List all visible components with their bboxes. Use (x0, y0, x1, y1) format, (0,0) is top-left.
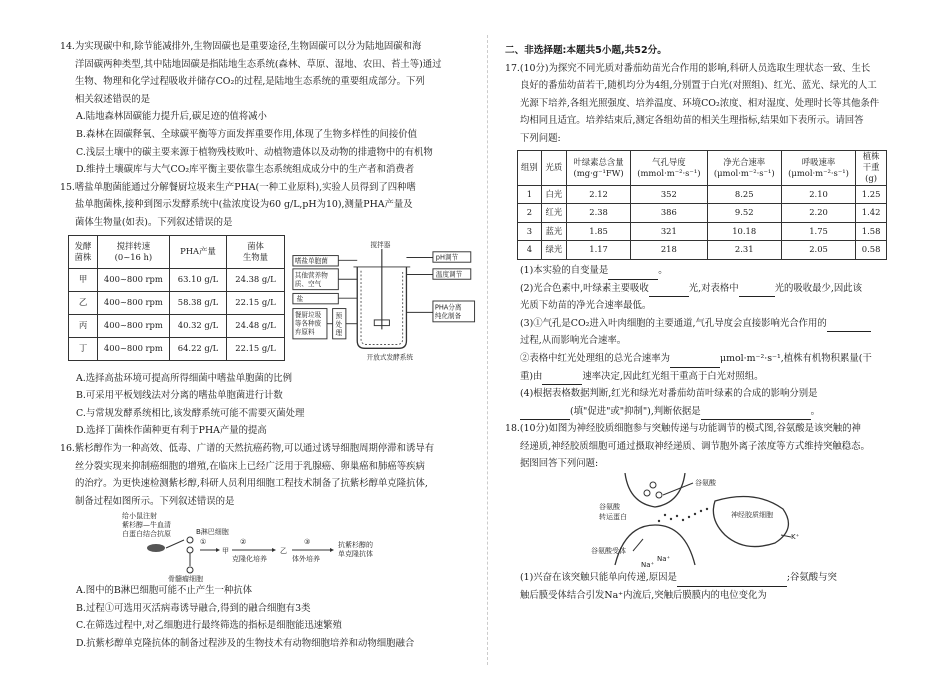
clone-label: 克隆化培养 (232, 555, 267, 564)
table-cell: 22.15 g/L (227, 337, 285, 360)
step-3-label: ③ (304, 538, 311, 547)
salt-label: 盐 (296, 294, 304, 303)
table-row (518, 222, 887, 241)
answer-blank[interactable] (542, 372, 582, 385)
q18-sub-1 (505, 569, 910, 587)
q15-line-3: 菌体生物量(如表)。下列叙述错误的是 (75, 216, 233, 228)
answer-blank[interactable] (608, 267, 658, 280)
bcell-label: B淋巴细胞 (196, 528, 229, 537)
q17-sub-2-cont: 光质下幼苗的净光合速率最低。 (520, 300, 652, 312)
q16-option-a: A.图中的B淋巴细胞可能不止产生一种抗体 (76, 585, 253, 597)
q17-header-resp-rate: 呼吸速率 (μmol·m⁻²·s⁻¹) (781, 150, 855, 185)
table-cell: 40.32 g/L (169, 314, 227, 337)
q17-header-light: 光质 (541, 150, 566, 185)
answer-blank[interactable] (701, 407, 811, 420)
table-cell: 63.10 g/L (169, 268, 227, 291)
q17-sub-3-2 (505, 350, 910, 368)
question-18 (505, 420, 910, 604)
pha-label-1: PHA分离 (434, 303, 462, 312)
q16-line-1: 16.紫杉醇作为一种高效、低毒、广谱的天然抗癌药物,可以通过诱导细胞周期停滞和诱导有 (60, 442, 435, 454)
q17-line-1: 17.(10分)为探究不同光质对番茄幼苗光合作用的影响,科研人员选取生理状态一致、生长 (505, 62, 871, 74)
q17-sub-3-text-c: ②表格中红光处理组的总光合速率为 (520, 352, 671, 364)
q15-option-b: B.可采用平板划线法对分离的嗜盐单胞菌进行计数 (76, 390, 283, 402)
table-cell: 蓝光 (541, 222, 566, 241)
table-cell: 红光 (541, 204, 566, 223)
stirrer-label: 搅拌器 (370, 240, 391, 249)
table-row (69, 268, 285, 291)
invitro-label: 体外培养 (292, 555, 320, 564)
table-cell: 2.12 (567, 185, 631, 204)
glia-label: 神经胶质细胞 (731, 511, 773, 520)
pretreat-label-1: 预 (335, 311, 342, 320)
q17-sub-4: (4)根据表格数据判断,红光和绿光对番茄幼苗叶绿素的合成的影响分别是 (520, 388, 818, 400)
nutrient-label-2: 质、空气 (294, 279, 321, 288)
q14-option-d: D.维持土壤碳库与大气CO₂库平衡主要依靠生态系统组成成分中的生产者和消费者 (76, 164, 415, 176)
q17-sub-1-text: (1)本实验的自变量是 (520, 264, 609, 276)
q16-line-3: 的治疗。为更快速检测紫杉醇,科研人员利用细胞工程技术制备了抗紫杉醇单克隆抗体, (75, 478, 428, 490)
inject-label-2: 紫杉醇—牛血清 (122, 521, 171, 530)
q17-header-stomatal: 气孔导度 (mmol·m⁻²·s⁻¹) (631, 150, 707, 185)
table-cell: 58.38 g/L (169, 291, 227, 314)
q17-table-header (518, 150, 887, 185)
section-2-heading: 二、非选择题:本题共5小题,共52分。 (505, 45, 667, 56)
nutrient-label-1: 其他营养物 (294, 270, 328, 279)
q17-line-2: 良好的番茄幼苗若干,随机均分为4组,分别置于白光(对照组)、红光、蓝光、绿光的人工 (520, 80, 877, 92)
q17-header-net-rate: 净光合速率 (μmol·m⁻²·s⁻¹) (707, 150, 781, 185)
right-column (505, 38, 910, 604)
table-cell: 64.22 g/L (169, 337, 227, 360)
table-cell: 1.58 (856, 222, 887, 241)
question-15 (60, 179, 480, 440)
q15-table (68, 235, 285, 361)
q17-line-4: 均相同且适宜。培养结束后,测定各组幼苗的相关生理指标,结果如下表所示。请回答 (520, 115, 864, 127)
system-caption: 开放式发酵系统 (366, 353, 413, 362)
q17-header-dry-weight: 植株 干重(g) (856, 150, 887, 185)
q14-line-2: 洋固碳两种类型,其中陆地固碳是指陆地生态系统(森林、草原、湿地、农田、苔土等)通过 (75, 58, 442, 70)
q17-sub-3-text-f: 速率决定,因此红光组干重高于白光对照组。 (582, 370, 764, 382)
table-cell: 乙 (69, 291, 98, 314)
q15-figure-row (68, 235, 480, 367)
question-16 (60, 440, 480, 653)
table-cell: 1.85 (567, 222, 631, 241)
temp-label: 温度调节 (435, 269, 462, 278)
table-cell: 8.25 (707, 185, 781, 204)
q18-line-1: 18.(10分)如图为神经胶质细胞参与突触传递与功能调节的模式图,谷氨酸是该突触的神 (505, 423, 861, 435)
q17-table (517, 150, 887, 260)
q14-line-4: 相关叙述错误的是 (75, 93, 151, 105)
step-2-label: ② (240, 538, 247, 547)
q16-option-b: B.过程①可选用灭活病毒诱导融合,得到的融合细胞有3类 (76, 602, 311, 614)
table-cell: 24.38 g/L (227, 268, 285, 291)
table-cell: 0.58 (856, 241, 887, 260)
sodium-label-1: Na⁺ (641, 561, 655, 570)
waste-label-2: 等各种废 (294, 319, 321, 328)
table-cell: 9.52 (707, 204, 781, 223)
question-17 (505, 60, 910, 421)
table-row (69, 291, 285, 314)
q18-sub-1-text-a: (1)兴奋在该突触只能单向传递,原因是 (520, 572, 677, 584)
q17-sub-2-text-a: (2)光合色素中,叶绿素主要吸收 (520, 282, 649, 294)
table-cell: 3 (518, 222, 542, 241)
table-row (518, 185, 887, 204)
table-row (69, 337, 285, 360)
q17-sub-3-text-d: μmol·m⁻²·s⁻¹,植株有机物积累量(干 (720, 352, 872, 364)
table-cell: 400~800 rpm (98, 337, 170, 360)
table-cell: 352 (631, 185, 707, 204)
sodium-label-2: Na⁺ (657, 555, 671, 564)
question-14 (60, 38, 480, 179)
q15-header-pha: PHA产量 (169, 235, 227, 268)
q16-line-2: 丝分裂实现来抑制癌细胞的增殖,在临床上已经广泛用于乳腺癌、卵巢癌和肺癌等疾病 (75, 460, 425, 472)
q17-sub-3-3 (505, 368, 910, 386)
q17-line-3: 光源下培养,各组光照强度、培养温度、环境CO₂浓度、相对湿度、处理时长等其他条件 (520, 97, 880, 109)
q16-line-4: 制备过程如图所示。下列叙述错误的是 (75, 495, 235, 507)
inject-label-3: 白蛋白结合抗原 (122, 530, 171, 539)
q15-line-2: 盐单胞菌株,接种到图示发酵系统中(盐浓度设为60 g/L,pH为10),测量PHA产量及 (75, 199, 413, 211)
table-cell: 2.31 (707, 241, 781, 260)
table-cell: 386 (631, 204, 707, 223)
q17-line-5: 下列问题: (520, 132, 561, 144)
table-cell: 丙 (69, 314, 98, 337)
waste-label-3: 弃原料 (294, 327, 315, 336)
q18-sub-1-text-b: ;谷氨酸与突 (786, 572, 837, 584)
table-row (518, 241, 887, 260)
q17-sub-4-cont: (填"促进"或"抑制"),判断依据是 。 (505, 403, 910, 421)
table-cell: 2 (518, 204, 542, 223)
answer-blank[interactable] (739, 284, 775, 297)
q18-line-3: 据图回答下列问题: (520, 458, 599, 470)
q17-sub-2 (505, 280, 910, 298)
q17-sub-3 (505, 315, 910, 333)
column-divider (487, 35, 488, 665)
table-cell: 2.38 (567, 204, 631, 223)
table-row (69, 314, 285, 337)
table-cell: 1 (518, 185, 542, 204)
q18-sub-1-cont: 触后膜受体结合引发Na⁺内流后,突触后膜膜内的电位变化为 (520, 589, 767, 601)
pha-label-2: 纯化制备 (434, 311, 462, 320)
q16-option-c: C.在筛选过程中,对乙细胞进行最终筛选的指标是细胞能迅速繁殖 (76, 620, 342, 632)
q17-sub-2-text-c: 光的吸收最少,因此该 (774, 282, 862, 294)
inject-label-1: 给小鼠注射 (122, 512, 157, 521)
glutamate-label-top: 谷氨酸 (695, 479, 716, 488)
q17-sub-4-text-b: (填"促进"或"抑制"),判断依据是 (570, 405, 701, 417)
myeloma-label: 骨髓瘤细胞 (168, 575, 203, 583)
table-cell: 1.25 (856, 185, 887, 204)
table-cell: 丁 (69, 337, 98, 360)
q17-sub-3-text-a: (3)①气孔是CO₂进入叶肉细胞的主要通道,气孔导度会直接影响光合作用的 (520, 317, 827, 329)
answer-blank[interactable] (827, 319, 871, 332)
q14-line-1: 14.为实现碳中和,除节能减排外,生物固碳也是重要途径,生物固碳可以分为陆地固碳和海 (60, 41, 422, 52)
q14-option-a: A.陆地森林固碳能力提升后,碳足迹的值将减小 (76, 111, 267, 123)
ph-label: pH调节 (435, 252, 458, 261)
q17-sub-1: (1)本实验的自变量是 。 (505, 262, 910, 280)
q15-line-1: 15.嗜盐单胞菌能通过分解餐厨垃圾来生产PHA(一种工业原料),实验人员得到了四种嗜 (60, 181, 416, 193)
table-cell: 400~800 rpm (98, 291, 170, 314)
q17-header-group: 组别 (518, 150, 542, 185)
table-cell: 甲 (69, 268, 98, 291)
q15-header-strain: 发酵 菌株 (69, 235, 98, 268)
table-row (518, 204, 887, 223)
table-cell: 白光 (541, 185, 566, 204)
answer-blank[interactable] (649, 284, 689, 297)
table-cell: 400~800 rpm (98, 268, 170, 291)
pretreat-label-3: 理 (335, 328, 342, 337)
left-column (60, 38, 480, 653)
table-cell: 22.15 g/L (227, 291, 285, 314)
glutamate-label-left: 谷氨酸 (599, 503, 620, 512)
step-1-label: ① (200, 538, 207, 547)
table-cell: 10.18 (707, 222, 781, 241)
potassium-label: K⁺ (791, 533, 800, 542)
table-cell: 218 (631, 241, 707, 260)
q17-sub-2-text-b: 光,对表格中 (688, 282, 739, 294)
q14-line-3: 生物、物理和化学过程吸收并储存CO₂的过程,是陆地生态系统的重要组成部分。下列 (75, 76, 425, 88)
answer-blank[interactable] (520, 407, 570, 420)
q18-line-2: 经递质,神经胶质细胞可通过摄取神经递质、调节胞外离子浓度等方式维持突触稳态。 (520, 440, 870, 452)
pretreat-label-2: 处 (335, 320, 342, 329)
q15-table-header (69, 235, 285, 268)
transporter-label: 转运蛋白 (599, 513, 627, 522)
q15-header-speed: 搅拌转速 (0~16 h) (98, 235, 170, 268)
table-cell: 1.75 (781, 222, 855, 241)
antibody-preparation-diagram (120, 510, 420, 582)
synapse-diagram (585, 473, 845, 569)
cell-yi-label: 乙 (280, 547, 287, 556)
q17-sub-3-text-e: 重)由 (520, 370, 543, 382)
table-cell: 1.42 (856, 204, 887, 223)
result-label-2: 单克隆抗体 (338, 550, 373, 559)
table-cell: 400~800 rpm (98, 314, 170, 337)
fermentation-system-diagram (291, 235, 480, 367)
q15-option-c: C.与常规发酵系统相比,该发酵系统可能不需要灭菌处理 (76, 407, 305, 419)
answer-blank[interactable] (670, 355, 720, 368)
q17-header-chlorophyll: 叶绿素总含量 (mg·g⁻¹FW) (567, 150, 631, 185)
q14-option-c: C.浅层土壤中的碳主要来源于植物残枝败叶、动植物遗体以及动物的排遗物中的有机物 (76, 146, 433, 158)
table-cell: 1.17 (567, 241, 631, 260)
receptor-label: 谷氨酸受体 (591, 547, 626, 556)
q14-option-b: B.森林在固碳释氧、全球碳平衡等方面发挥重要作用,体现了生物多样性的间接价值 (76, 128, 417, 140)
result-label-1: 抗紫杉醇的 (338, 541, 373, 550)
table-cell: 2.10 (781, 185, 855, 204)
q17-sub-3-cont: 过程,从而影响光合速率。 (520, 335, 627, 347)
q15-option-a: A.选择高盐环境可提高所得细菌中嗜盐单胞菌的比例 (76, 372, 293, 384)
table-cell: 24.48 g/L (227, 314, 285, 337)
waste-label-1: 餐厨垃圾 (294, 310, 321, 319)
table-cell: 绿光 (541, 241, 566, 260)
answer-blank[interactable] (677, 574, 787, 587)
q16-option-d: D.抗紫杉醇单克隆抗体的制备过程涉及的生物技术有动物细胞培养和动物细胞融合 (76, 638, 415, 650)
strain-label: 嗜盐单胞菌 (294, 256, 328, 265)
q15-header-biomass: 菌体 生物量 (227, 235, 285, 268)
table-cell: 2.20 (781, 204, 855, 223)
q15-option-d: D.选择丁菌株作菌种更有利于PHA产量的提高 (76, 425, 267, 437)
cell-jia-label: 甲 (222, 547, 229, 556)
table-cell: 2.05 (781, 241, 855, 260)
table-cell: 4 (518, 241, 542, 260)
table-cell: 321 (631, 222, 707, 241)
